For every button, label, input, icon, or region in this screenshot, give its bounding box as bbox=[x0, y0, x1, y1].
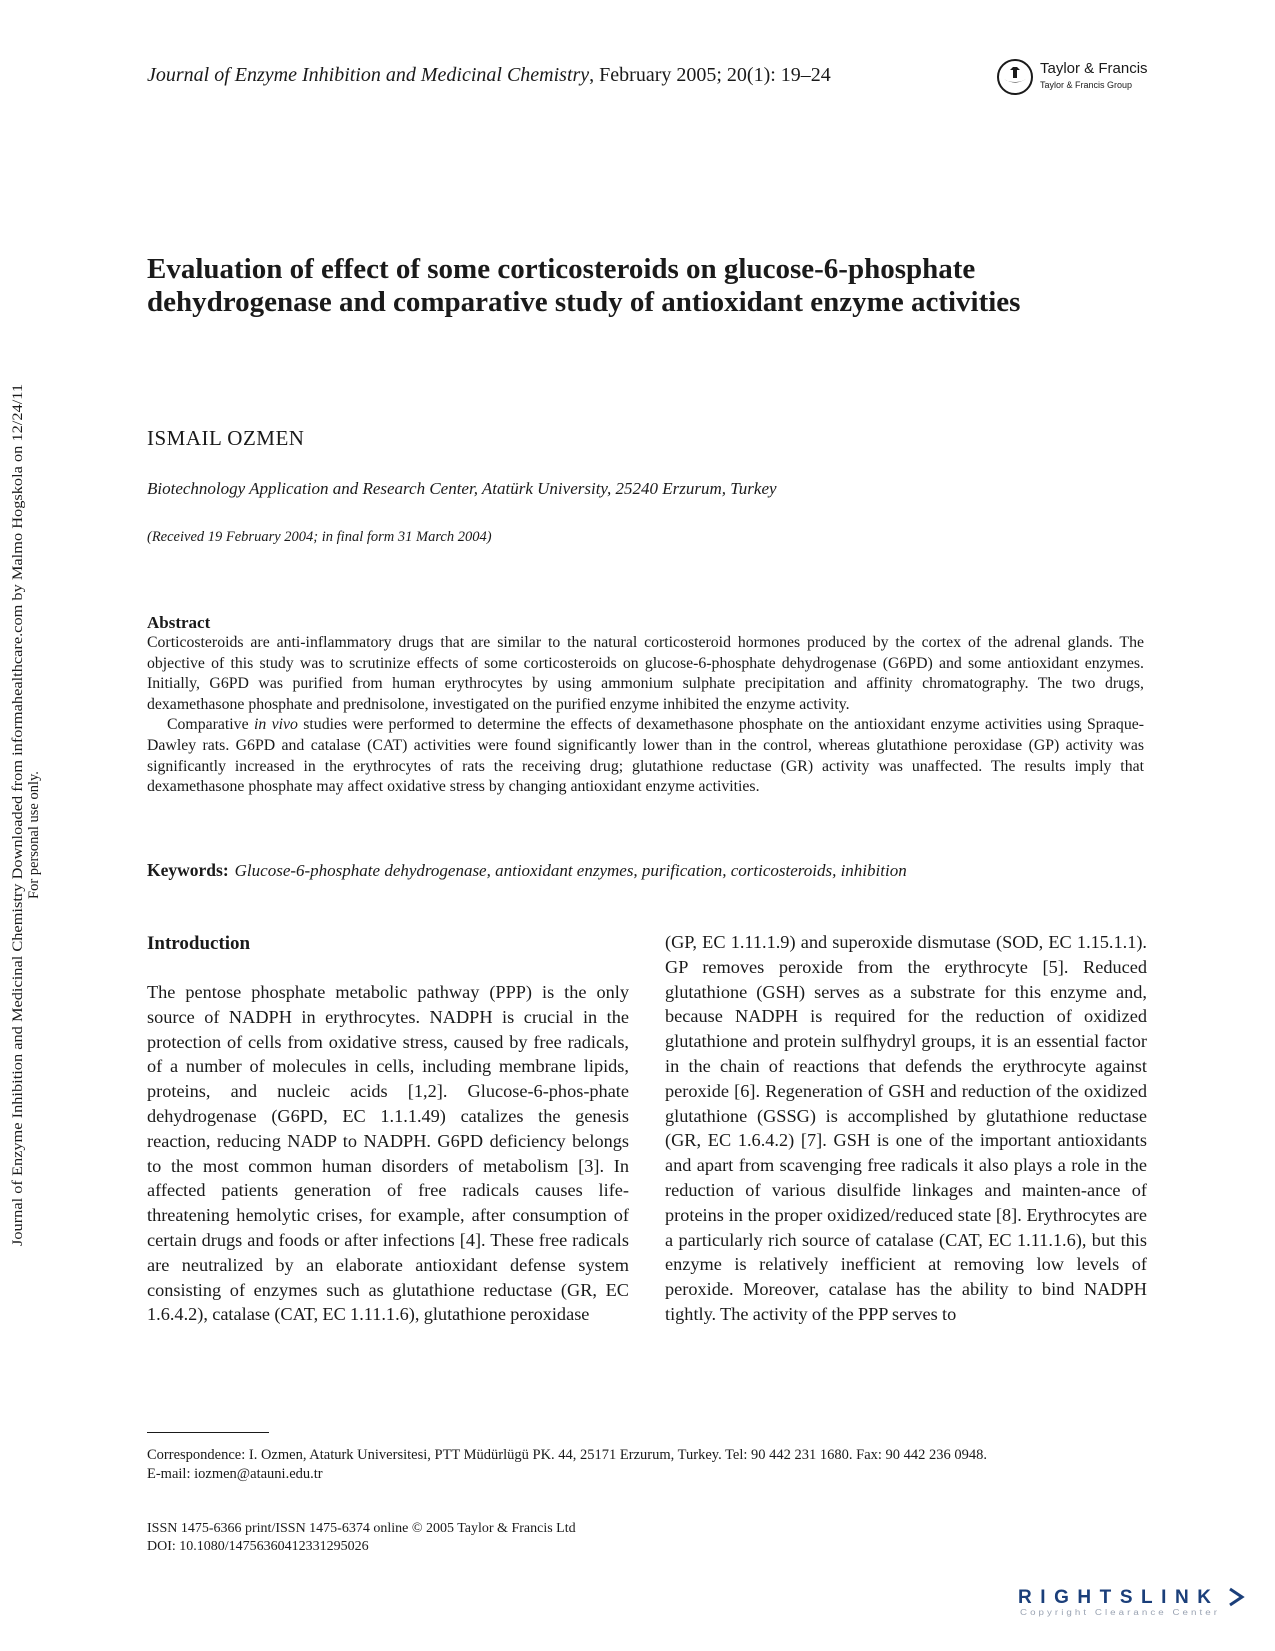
abstract-p2-start: Comparative bbox=[167, 716, 254, 734]
author-name: ISMAIL OZMEN bbox=[147, 426, 305, 450]
correspondence-text: Correspondence: I. Ozmen, Ataturk Universitesi, PTT Müdürlügü PK. 44, 25171 Erzurum, Turkey. Tel: 90 442 231 1680. Fax: 90 442 236 0948. bbox=[147, 1447, 988, 1463]
publisher-logo bbox=[996, 58, 1156, 98]
introduction-paragraph-right: (GP, EC 1.11.1.9) and superoxide dismutase (SOD, EC 1.15.1.1). GP removes peroxide from the erythrocyte [5]. Reduced glutathione (GSH) serves as a substrate for this enzyme and, because NADPH is required for the reduction of oxidized glutathione and protein sulfhydryl groups, it is an essential factor in the chain of reactions that defends the erythrocyte against peroxide [6]. Regeneration of GSH and reduction of the oxidized glutathione (GSSG) is accomplished by glutathione reductase (GR, EC 1.6.4.2) [7]. GSH is one of the important antioxidants and apart from scavenging free radicals it also plays a role in the reduction of various disulfide linkages and mainten-ance of proteins in the proper oxidized/reduced state [8]. Erythrocytes are a particularly rich source of catalase (CAT, EC 1.11.1.6), but this enzyme is relatively inefficient at removing low levels of peroxide. Moreover, catalase has the ability to bind NADPH tightly. The activity of the PPP serves to bbox=[665, 932, 1147, 1324]
rightslink-label: RIGHTSLINK bbox=[1018, 1587, 1218, 1608]
abstract bbox=[147, 612, 1144, 798]
doi-line: DOI: 10.1080/14756360412331295026 bbox=[147, 1539, 369, 1554]
journal-issue: , February 2005; 20(1): 19–24 bbox=[589, 64, 831, 86]
rightslink-sublabel: Copyright Clearance Center bbox=[1020, 1608, 1220, 1617]
keywords bbox=[147, 860, 1144, 881]
abstract-heading: Abstract bbox=[147, 613, 211, 632]
introduction-heading: Introduction bbox=[147, 933, 251, 954]
body-column-right bbox=[665, 930, 1147, 1327]
keywords-label: Keywords: bbox=[147, 860, 229, 880]
side-note-line-1: Journal of Enzyme Inhibition and Medicinal Chemistry Downloaded from informahealthcare.com by Malmo Hogskola on 12/24/11 bbox=[10, 481, 26, 1246]
issn-line: ISSN 1475-6366 print/ISSN 1475-6374 online © 2005 Taylor & Francis Ltd bbox=[147, 1521, 576, 1536]
correspondence-email: E-mail: iozmen@atauni.edu.tr bbox=[147, 1466, 323, 1482]
author-affiliation: Biotechnology Application and Research Center, Atatürk University, 25240 Erzurum, Turkey bbox=[147, 479, 777, 498]
keywords-list: Glucose-6-phosphate dehydrogenase, antioxidant enzymes, purification, corticosteroids, inhibition bbox=[234, 861, 907, 880]
correspondence-footnote bbox=[147, 1446, 1147, 1484]
journal-citation bbox=[147, 64, 831, 87]
footnote-divider bbox=[147, 1432, 269, 1433]
abstract-p2-rest: studies were performed to determine the effects of dexamethasone phosphate on the antioxidant enzyme activities using Spraque-Dawley rats. G6PD and catalase (CAT) activities were found significantly lower than in the control, whereas glutathione peroxidase (GP) activity was significantly increased in the erythrocytes of rats the receiving drug; glutathione reductase (GR) activity was unaffected. The results imply that dexamethasone phosphate may affect oxidative stress by changing antioxidant enzyme activities. bbox=[147, 716, 1144, 796]
journal-name: Journal of Enzyme Inhibition and Medicinal Chemistry bbox=[147, 64, 590, 86]
introduction-paragraph-left: The pentose phosphate metabolic pathway (PPP) is the only source of NADPH in erythrocytes. NADPH is crucial in the protection of cells from oxidative stress, caused by free radicals, of a number of molecules in cells, including membrane lipids, proteins, and nucleic acids [1,2]. Glucose-6-phos-phate dehydrogenase (G6PD, EC 1.1.1.49) catalizes the genesis reaction, reducing NADP to NADPH. G6PD deficiency belongs to the most common human disorders of metabolism [3]. In affected patients generation of free radicals causes life-threatening hemolytic crises, for example, after consumption of certain drugs and foods or after infections [4]. These free radicals are neutralized by an elaborate antioxidant defense system consisting of enzymes such as glutathione reductase (GR, EC 1.6.4.2), catalase (CAT, EC 1.11.1.6), glutathione peroxidase bbox=[147, 982, 629, 1325]
publisher-name: Taylor & Francis bbox=[1040, 60, 1148, 77]
body-column-left bbox=[147, 980, 629, 1327]
download-side-note bbox=[0, 384, 60, 1284]
abstract-p2-italic: in vivo bbox=[253, 716, 298, 734]
side-note-line-2: For personal use only. bbox=[26, 771, 42, 899]
ship-lamp-icon bbox=[996, 58, 1034, 96]
received-dates: (Received 19 February 2004; in final form 31 March 2004) bbox=[147, 529, 492, 545]
abstract-paragraph-1: Corticosteroids are anti-inflammatory drugs that are similar to the natural corticosteroid hormones produced by the cortex of the adrenal glands. The objective of this study was to scrutinize effects of some corticosteroids on glucose-6-phosphate dehydrogenase (G6PD) and some antioxidant enzymes. Initially, G6PD was purified from human erythrocytes by using ammonium sulphate precipitation and affinity chromatography. The two drugs, dexamethasone phosphate and prednisolone, investigated on the purified enzyme inhibited the enzyme activity. bbox=[147, 634, 1144, 713]
article-title: Evaluation of effect of some corticosteroids on glucose-6-phosphate dehydrogenase and comparative study of antioxidant enzyme activities bbox=[147, 253, 1021, 318]
publisher-group: Taylor & Francis Group bbox=[1040, 80, 1133, 90]
rightslink-logo bbox=[1018, 1583, 1250, 1619]
issn-block bbox=[147, 1520, 576, 1556]
rightslink-chevron-icon bbox=[1230, 1589, 1242, 1605]
abstract-paragraph-2 bbox=[147, 715, 1144, 797]
